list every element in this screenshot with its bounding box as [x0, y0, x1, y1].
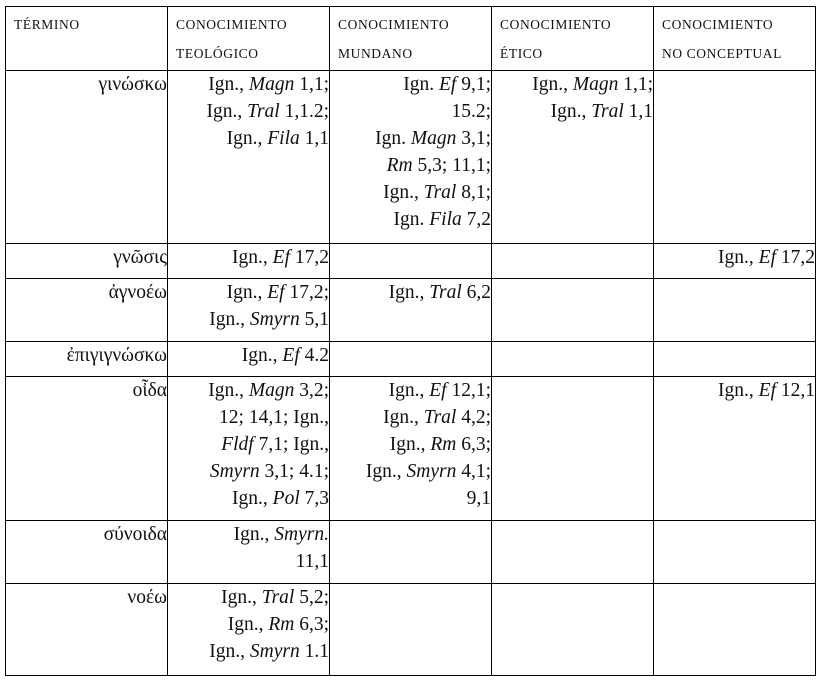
no-conceptual-cell — [654, 244, 816, 279]
reference-text: 4,2; — [456, 407, 491, 428]
reference-line — [168, 125, 329, 152]
reference-text: Ign., — [206, 101, 248, 122]
reference-line — [168, 98, 329, 125]
reference-text: 7,3 — [299, 488, 329, 509]
reference-text: Ign., — [388, 282, 430, 303]
reference-text: Ign., — [232, 247, 273, 268]
work-abbreviation: Rm — [430, 434, 457, 455]
header-row — [6, 7, 816, 71]
reference-text: Ign. — [403, 74, 439, 95]
reference-line — [330, 71, 491, 98]
teologico-cell — [168, 584, 330, 676]
reference-text: 6,3; — [456, 434, 491, 455]
reference-line — [330, 125, 491, 152]
reference-line — [168, 458, 329, 485]
reference-text: 1,1 — [623, 101, 653, 122]
work-abbreviation: Ef — [429, 380, 447, 401]
work-abbreviation: Tral — [247, 101, 280, 122]
teologico-cell — [168, 521, 330, 584]
reference-text: 8,1; — [456, 182, 491, 203]
reference-line — [168, 71, 329, 98]
etico-cell — [492, 377, 654, 521]
header-no-conceptual-line-1: CONOCIMIENTO — [662, 17, 774, 32]
reference-text: Ign., — [550, 101, 592, 122]
mundano-cell — [330, 584, 492, 676]
etico-cell — [492, 71, 654, 244]
reference-text: Ign., — [718, 380, 759, 401]
reference-text: 17,2 — [776, 247, 815, 268]
reference-line — [330, 152, 491, 179]
reference-text: 5,3; 11,1; — [412, 155, 491, 176]
reference-text: Ign., — [226, 128, 268, 149]
reference-text: Ign., — [388, 380, 430, 401]
reference-text: Ign., — [209, 641, 250, 662]
reference-text: Ign. — [375, 128, 411, 149]
reference-line — [654, 244, 815, 271]
reference-text: 12,1; — [446, 380, 491, 401]
reference-line — [168, 521, 329, 548]
work-abbreviation: Smyrn — [406, 461, 457, 482]
teologico-cell — [168, 244, 330, 279]
etico-cell — [492, 521, 654, 584]
reference-line — [168, 342, 329, 369]
reference-line — [492, 98, 653, 125]
header-no-conceptual-line-2: NO CONCEPTUAL — [662, 46, 782, 61]
reference-text: 9,1; — [456, 74, 491, 95]
work-abbreviation: Fila — [429, 209, 462, 230]
reference-text: 1,1.2; — [279, 101, 329, 122]
reference-line — [168, 306, 329, 333]
reference-text: Ign., — [532, 74, 573, 95]
table-row — [6, 279, 816, 342]
work-abbreviation: Tral — [261, 587, 295, 608]
work-abbreviation: Fldf — [221, 434, 254, 455]
work-abbreviation: Rm — [268, 614, 295, 635]
no-conceptual-cell — [654, 342, 816, 377]
reference-text: Ign., — [383, 407, 424, 428]
reference-line — [168, 377, 329, 404]
mundano-cell — [330, 244, 492, 279]
reference-line — [330, 431, 491, 458]
reference-text: Ign., — [227, 614, 269, 635]
reference-line — [168, 611, 329, 638]
term-cell: οἶδα — [6, 377, 168, 521]
reference-text: 17,2; — [284, 282, 329, 303]
reference-text: 17,2 — [290, 247, 329, 268]
teologico-cell — [168, 71, 330, 244]
reference-text: 5,1 — [299, 309, 329, 330]
header-termino-line: TÉRMINO — [14, 17, 80, 32]
mundano-cell — [330, 71, 492, 244]
teologico-cell — [168, 377, 330, 521]
reference-text: 11,1 — [295, 551, 329, 572]
mundano-cell — [330, 342, 492, 377]
work-abbreviation: Ef — [267, 282, 285, 303]
reference-text: Ign., — [209, 309, 250, 330]
reference-text: 12,1 — [776, 380, 815, 401]
work-abbreviation: Magn — [248, 74, 295, 95]
reference-text: 1,1 — [299, 128, 329, 149]
table-row — [6, 244, 816, 279]
table-row — [6, 342, 816, 377]
term-cell: ἀγνοέω — [6, 279, 168, 342]
no-conceptual-cell — [654, 377, 816, 521]
reference-line — [330, 377, 491, 404]
reference-text: Ign., — [365, 461, 407, 482]
work-abbreviation: Pol — [272, 488, 300, 509]
reference-text: 1,1; — [294, 74, 329, 95]
work-abbreviation: Smyrn — [209, 461, 260, 482]
reference-line — [168, 485, 329, 512]
reference-line — [168, 279, 329, 306]
reference-text: 6,3; — [294, 614, 329, 635]
work-abbreviation: Magn — [410, 128, 457, 149]
work-abbreviation: Magn — [248, 380, 295, 401]
no-conceptual-cell — [654, 584, 816, 676]
term-cell: γινώσκω — [6, 71, 168, 244]
work-abbreviation: Magn — [572, 74, 619, 95]
reference-line — [330, 404, 491, 431]
reference-line — [168, 404, 329, 431]
table-row — [6, 71, 816, 244]
reference-line — [168, 244, 329, 271]
header-mundano-line-1: CONOCIMIENTO — [338, 17, 450, 32]
reference-text: 4.2 — [299, 345, 329, 366]
reference-line — [168, 584, 329, 611]
reference-line — [492, 71, 653, 98]
work-abbreviation: Rm — [386, 155, 413, 176]
reference-text: Ign., — [221, 587, 262, 608]
header-termino — [6, 7, 168, 71]
header-no-conceptual — [654, 7, 816, 71]
reference-text: 15.2; — [451, 101, 491, 122]
work-abbreviation: Ef — [438, 74, 457, 95]
table-row — [6, 584, 816, 676]
reference-text: 12; 14,1; Ign., — [219, 407, 329, 428]
etico-cell — [492, 584, 654, 676]
term-cell: ἐπιγιγνώσκω — [6, 342, 168, 377]
work-abbreviation: Tral — [423, 182, 457, 203]
reference-text: Ign., — [718, 247, 759, 268]
reference-text: Ign., — [208, 380, 249, 401]
reference-line — [654, 377, 815, 404]
reference-line — [330, 458, 491, 485]
no-conceptual-cell — [654, 521, 816, 584]
teologico-cell — [168, 342, 330, 377]
reference-text: Ign., — [241, 345, 283, 366]
reference-text: Ign., — [232, 488, 273, 509]
header-mundano — [330, 7, 492, 71]
work-abbreviation: Ef — [758, 380, 776, 401]
work-abbreviation: Fila — [267, 128, 300, 149]
work-abbreviation: Tral — [423, 407, 457, 428]
reference-text: 7,1; Ign., — [253, 434, 329, 455]
reference-text: 1,1; — [618, 74, 653, 95]
mundano-cell — [330, 521, 492, 584]
no-conceptual-cell — [654, 71, 816, 244]
reference-line — [330, 279, 491, 306]
teologico-cell — [168, 279, 330, 342]
table-row — [6, 521, 816, 584]
work-abbreviation: Smyrn. — [274, 524, 329, 545]
reference-line — [330, 485, 491, 512]
header-etico-line-1: CONOCIMIENTO — [500, 17, 612, 32]
no-conceptual-cell — [654, 279, 816, 342]
reference-line — [168, 638, 329, 665]
reference-text: 6,2 — [461, 282, 491, 303]
mundano-cell — [330, 279, 492, 342]
table-row — [6, 377, 816, 521]
reference-text: Ign., — [208, 74, 249, 95]
header-etico — [492, 7, 654, 71]
reference-text: 4,1; — [456, 461, 491, 482]
reference-text: 3,2; — [294, 380, 329, 401]
reference-text: 9,1 — [466, 488, 491, 509]
term-cell: νοέω — [6, 584, 168, 676]
etico-cell — [492, 244, 654, 279]
reference-text: 3,1; — [456, 128, 491, 149]
reference-text: Ign., — [389, 434, 431, 455]
reference-text: Ign., — [226, 282, 268, 303]
header-teologico-line-2: TEOLÓGICO — [176, 46, 259, 61]
reference-line — [330, 206, 491, 233]
work-abbreviation: Smyrn — [249, 641, 300, 662]
work-abbreviation: Ef — [758, 247, 776, 268]
reference-text: 3,1; 4.1; — [259, 461, 329, 482]
reference-text: Ign., — [233, 524, 275, 545]
concordance-table — [5, 6, 816, 676]
etico-cell — [492, 342, 654, 377]
work-abbreviation: Tral — [591, 101, 624, 122]
term-cell: γνῶσις — [6, 244, 168, 279]
mundano-cell — [330, 377, 492, 521]
etico-cell — [492, 279, 654, 342]
reference-line — [168, 548, 329, 575]
work-abbreviation: Tral — [429, 282, 462, 303]
work-abbreviation: Smyrn — [249, 309, 300, 330]
reference-text: Ign. — [393, 209, 430, 230]
reference-text: 7,2 — [461, 209, 491, 230]
reference-line — [330, 179, 491, 206]
reference-text: Ign., — [383, 182, 424, 203]
header-teologico-line-1: CONOCIMIENTO — [176, 17, 288, 32]
work-abbreviation: Ef — [282, 345, 300, 366]
reference-line — [330, 98, 491, 125]
header-teologico — [168, 7, 330, 71]
header-mundano-line-2: MUNDANO — [338, 46, 413, 61]
header-etico-line-2: ÉTICO — [500, 46, 543, 61]
reference-line — [168, 431, 329, 458]
reference-text: 1.1 — [299, 641, 329, 662]
term-cell: σύνοιδα — [6, 521, 168, 584]
work-abbreviation: Ef — [272, 247, 290, 268]
reference-text: 5,2; — [294, 587, 329, 608]
